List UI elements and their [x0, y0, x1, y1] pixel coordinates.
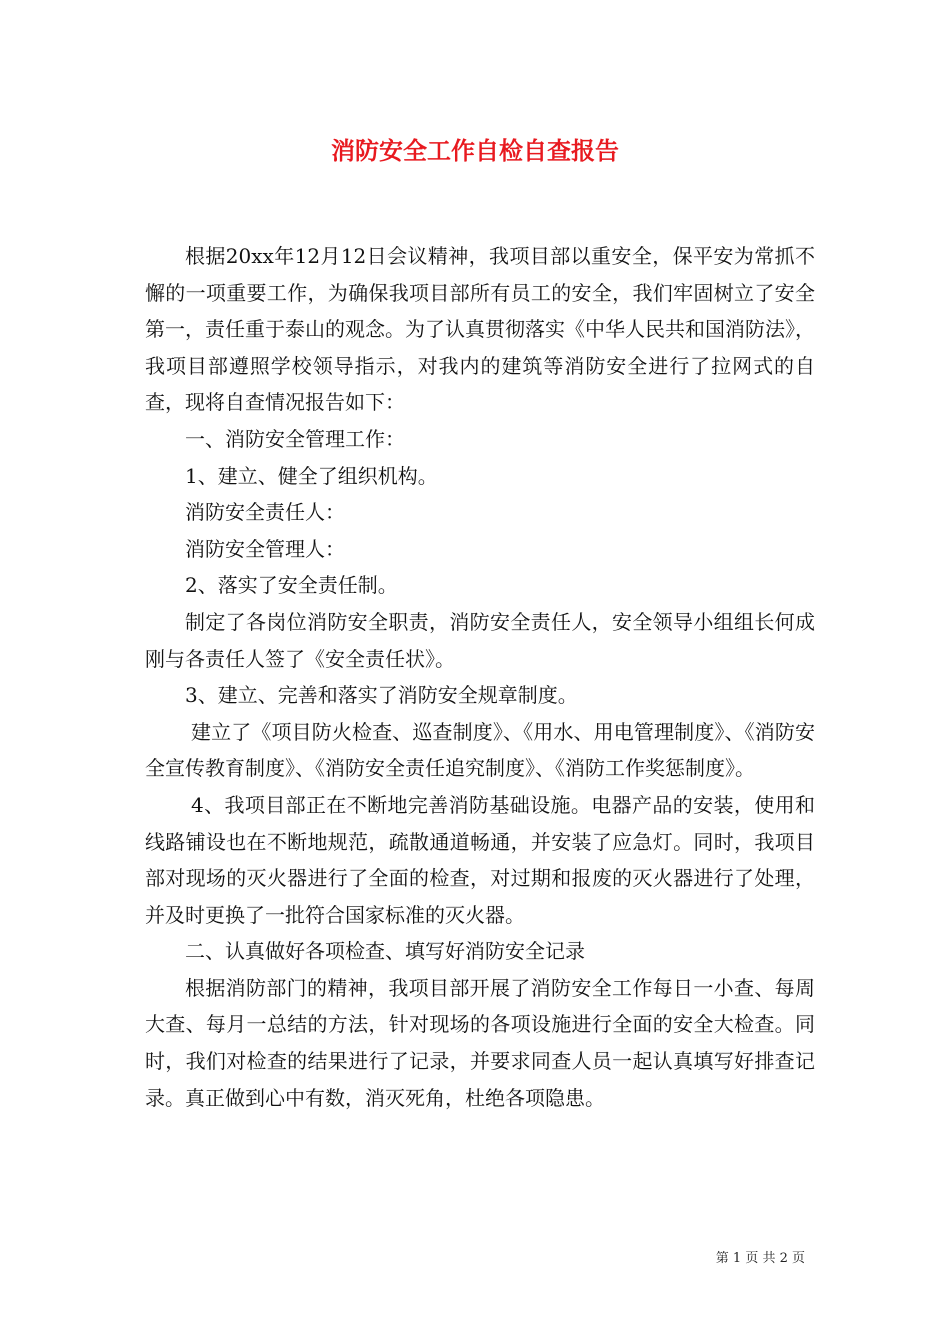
- document-body: [145, 238, 815, 1116]
- section-heading-2: 二、认真做好各项检查、填写好消防安全记录: [185, 939, 585, 964]
- page-number: 第 1 页 共 2 页: [715, 1251, 805, 1266]
- fire-safety-responsible-person: 消防安全责任人：: [185, 500, 345, 525]
- item-1-heading: 1、建立、健全了组织机构。: [185, 463, 438, 488]
- paragraph-responsibility: 制定了各岗位消防安全职责，消防安全责任人，安全领导小组组长何成刚与各责任人签了《安全责任状》。: [145, 609, 815, 671]
- item-2-heading: 2、落实了安全责任制。: [185, 573, 398, 598]
- paragraph-inspections: 根据消防部门的精神，我项目部开展了消防安全工作每日一小查、每周大查、每月一总结的方法，针对现场的各项设施进行全面的安全大检查。同时，我们对检查的结果进行了记录，并要求同查人员一起认真填写好排查记录。真正做到心中有数，消灭死角，杜绝各项隐患。: [145, 975, 815, 1110]
- document-title: 消防安全工作自检自查报告: [331, 136, 619, 165]
- fire-safety-manager: 消防安全管理人：: [185, 536, 345, 561]
- paragraph-facilities: 4、我项目部正在不断地完善消防基础设施。电器产品的安装，使用和线路铺设也在不断地规范，疏散通道畅通，并安装了应急灯。同时，我项目部对现场的灭火器进行了全面的检查，对过期和报废的灭火器进行了处理，并及时更换了一批符合国家标准的灭火器。: [145, 792, 815, 927]
- paragraph-regulations: 建立了《项目防火检查、巡查制度》、《用水、用电管理制度》、《消防安全宣传教育制度》、《消防安全责任追究制度》、《消防工作奖惩制度》。: [145, 719, 815, 781]
- item-3-heading: 3、建立、完善和落实了消防安全规章制度。: [185, 683, 578, 708]
- section-heading-1: 一、消防安全管理工作：: [185, 426, 405, 451]
- paragraph-intro: 根据20xx年12月12日会议精神，我项目部以重安全，保平安为常抓不懈的一项重要工作，为确保我项目部所有员工的安全，我们牢固树立了安全第一，责任重于泰山的观念。为了认真贯彻落实《中华人民共和国消防法》，我项目部遵照学校领导指示，对我内的建筑等消防安全进行了拉网式的自查，现将自查情况报告如下：: [145, 244, 815, 415]
